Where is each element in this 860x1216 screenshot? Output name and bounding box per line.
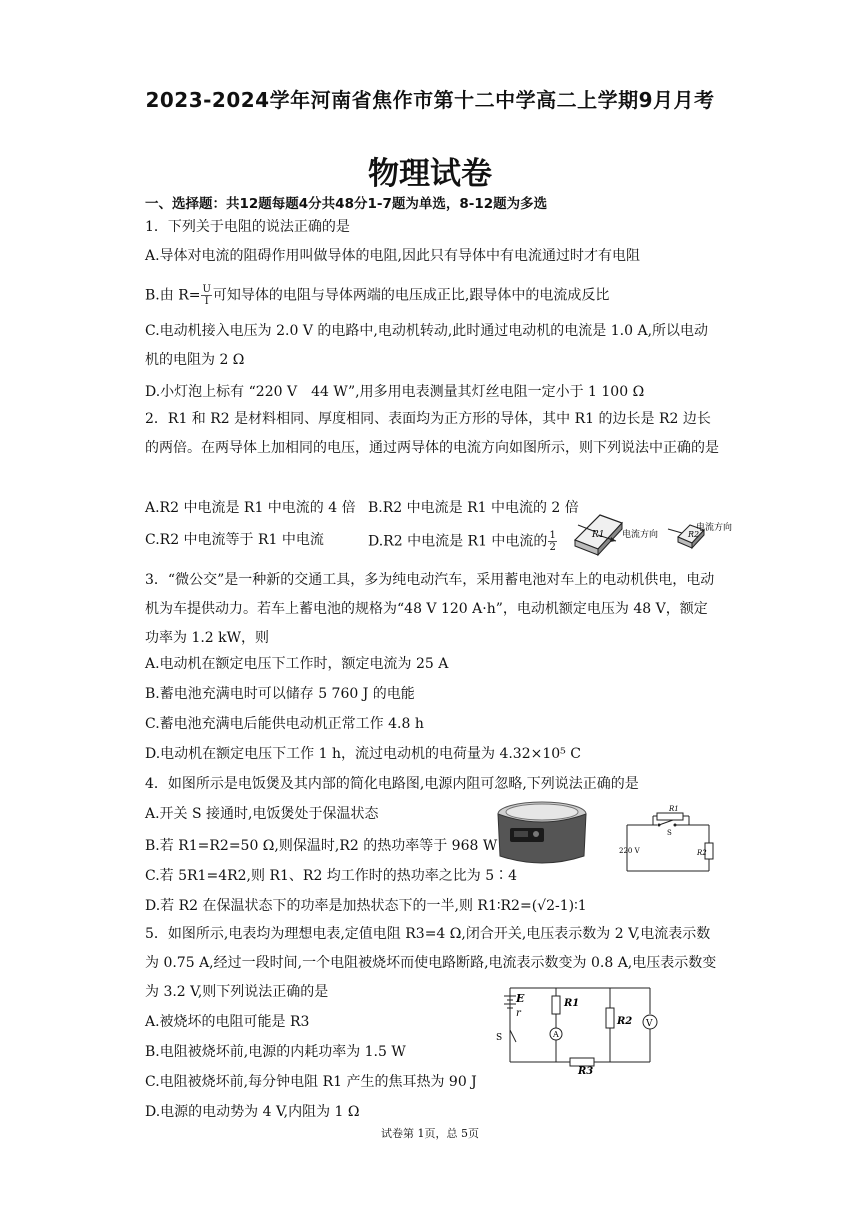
q5-option-d: D.电源的电动势为 4 V,内阻为 1 Ω [145, 1104, 360, 1120]
exam-title: 2023-2024学年河南省焦作市第十二中学高二上学期9月月考 [145, 88, 715, 112]
q5-option-b: B.电阻被烧坏前,电源的内耗功率为 1.5 W [145, 1044, 406, 1060]
q3-option-c: C.蓄电池充满电后能供电动机正常工作 4.8 h [145, 716, 424, 732]
q2-option-d: D.R2 中电流是 R1 中电流的 $\frac{1}{2}$ [368, 530, 556, 553]
q1-option-a: A.导体对电流的阻碍作用叫做导体的电阻,因此只有导体中有电流通过时才有电阻 [145, 248, 641, 264]
svg-text:R1: R1 [592, 530, 605, 540]
svg-text:电流方向: 电流方向 [622, 530, 659, 540]
svg-text:R1: R1 [669, 805, 679, 813]
q1-option-c: C.电动机接入电压为 2.0 V 的电路中,电动机转动,此时通过电动机的电流是 1.0 A,所以电动机的电阻为 2 Ω [145, 323, 709, 368]
q2-conductor-figure [570, 505, 733, 560]
q2-option-a: A.R2 中电流是 R1 中电流的 4 倍 [145, 500, 356, 516]
q2-stem: 2．R1 和 R2 是材料相同、厚度相同、表面均为正方形的导体，其中 R1 的边长是 R2 边长的两倍。在两导体上加相同的电压，通过两导体的电流方向如图所示，则下列说法中正确的是 [145, 411, 719, 456]
exam-subtitle: 物理试卷 [368, 156, 492, 192]
q4-option-c: C.若 5R1=4R2,则 R1、R2 均工作时的热功率之比为 5∶4 [145, 868, 518, 884]
section-heading: 一、选择题：共12题每题4分共48分1-7题为单选，8-12题为多选 [145, 196, 548, 212]
q4-stem: 4．如图所示是电饭煲及其内部的简化电路图,电源内阻可忽略,下列说法正确的是 [145, 776, 639, 792]
q1-stem: 1．下列关于电阻的说法正确的是 [145, 219, 350, 235]
q1-formula-fraction: $\frac{U}{I}$ [202, 284, 211, 307]
q4-option-b: B.若 R1=R2=50 Ω,则保温时,R2 的热功率等于 968 W [145, 838, 498, 854]
q4-option-a: A.开关 S 接通时,电饭煲处于保温状态 [145, 806, 379, 822]
svg-text:A: A [553, 1030, 559, 1039]
svg-text:E: E [516, 992, 525, 1005]
q1-option-d: D.小灯泡上标有 “220 V 44 W”,用多用电表测量其灯丝电阻一定小于 1 100 Ω [145, 384, 645, 400]
q5-option-a: A.被烧坏的电阻可能是 R3 [145, 1014, 310, 1030]
q3-option-a: A.电动机在额定电压下工作时，额定电流为 25 A [145, 656, 449, 672]
q3-stem: 3．“微公交”是一种新的交通工具，多为纯电动汽车，采用蓄电池对车上的电动机供电，电动机为车提供动力。若车上蓄电池的规格为“48 V 120 A·h”，电动机额定电压为 48 V，额定功率为 1.2 kW，则 [145, 572, 715, 646]
svg-text:R2: R2 [617, 1016, 633, 1027]
rice-cooker-image [494, 800, 590, 868]
svg-text:R1: R1 [564, 998, 580, 1009]
svg-text:R3: R3 [578, 1066, 594, 1077]
q2-option-b: B.R2 中电流是 R1 中电流的 2 倍 [368, 500, 579, 516]
q4-circuit-diagram [617, 803, 717, 873]
svg-text:S: S [667, 829, 672, 837]
svg-text:电流方向: 电流方向 [696, 523, 733, 533]
svg-text:R2: R2 [697, 849, 707, 857]
q5-option-c: C.电阻被烧坏前,每分钟电阻 R1 产生的焦耳热为 90 J [145, 1074, 477, 1090]
svg-text:R2: R2 [688, 530, 700, 539]
svg-text:220 V: 220 V [619, 847, 640, 855]
q5-circuit-diagram [490, 982, 660, 1077]
q1-option-b: B.由 R= $\frac{U}{I}$ 可知导体的电阻与导体两端的电压成正比,跟导体中的电流成反比 [145, 284, 610, 307]
q5-stem: 5．如图所示,电表均为理想电表,定值电阻 R3=4 Ω,闭合开关,电压表示数为 2 V,电流表示数为 0.75 A,经过一段时间,一个电阻被烧坏而使电路断路,电流表示数变为 0.8 A,电压表示数变为 3.2 V,则下列说法正确的是 [145, 926, 717, 1000]
page-footer: 试卷第 1页，总 5页 [381, 1127, 479, 1140]
svg-text:S: S [496, 1033, 503, 1043]
svg-text:V: V [646, 1019, 653, 1029]
svg-text:r: r [516, 1008, 521, 1019]
q3-option-d: D.电动机在额定电压下工作 1 h，流过电动机的电荷量为 4.32×10⁵ C [145, 746, 581, 762]
q2-option-c: C.R2 中电流等于 R1 中电流 [145, 532, 324, 548]
q4-option-d: D.若 R2 在保温状态下的功率是加热状态下的一半,则 R1∶R2=(√2-1)∶1 [145, 898, 587, 914]
q3-option-b: B.蓄电池充满电时可以储存 5 760 J 的电能 [145, 686, 415, 702]
